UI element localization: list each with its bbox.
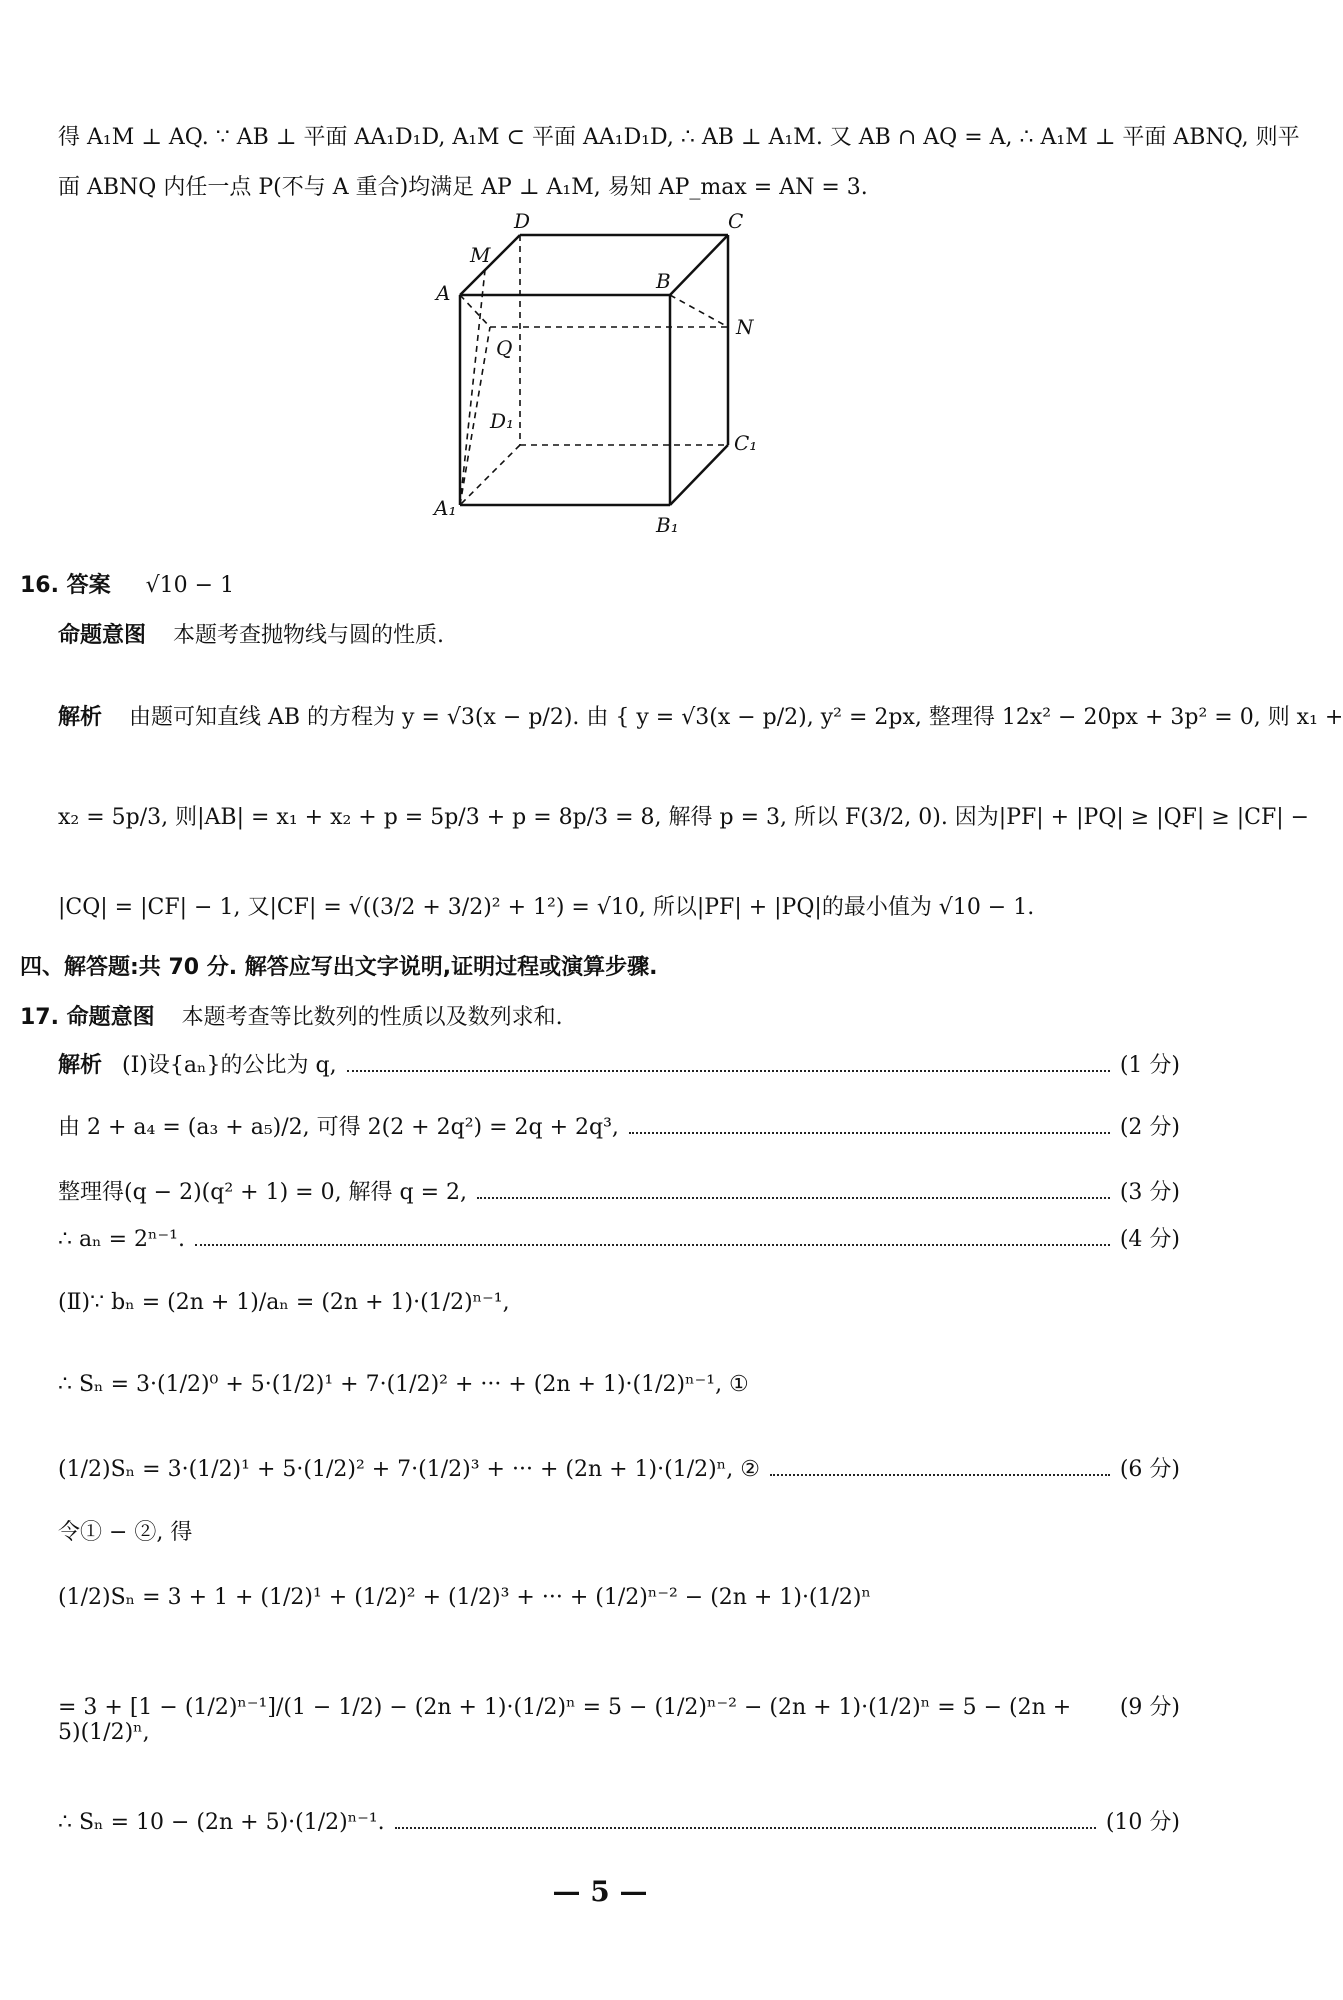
label-a1: A₁ bbox=[434, 496, 457, 520]
label-d: D bbox=[514, 209, 531, 233]
label-a: A bbox=[436, 281, 451, 305]
leader-dots bbox=[770, 1474, 1110, 1476]
q17-step-1-score: (1 分) bbox=[1119, 1053, 1180, 1078]
q17-step-4 bbox=[58, 1222, 1180, 1253]
q16-answer: √10 − 1 bbox=[145, 573, 235, 598]
q17-step-2 bbox=[58, 1110, 1180, 1141]
q16-intent-text: 本题考查抛物线与圆的性质. bbox=[173, 623, 445, 648]
q17-step-11-score: (10 分) bbox=[1105, 1810, 1180, 1835]
q16-analysis-line-1 bbox=[58, 700, 1343, 731]
leader-dots bbox=[195, 1244, 1110, 1246]
label-b: B bbox=[656, 269, 671, 293]
label-m: M bbox=[470, 243, 491, 267]
q17-step-7 bbox=[58, 1452, 1180, 1483]
leader-dots bbox=[477, 1197, 1110, 1199]
label-c1: C₁ bbox=[734, 431, 758, 455]
label-q: Q bbox=[496, 336, 513, 360]
q17-step-4-text: ∴ aₙ = 2ⁿ⁻¹. bbox=[58, 1227, 185, 1252]
q15-text-line-2: 面 ABNQ 内任一点 P(不与 A 重合)均满足 AP ⊥ A₁M, 易知 AP_max = AN = 3. bbox=[58, 175, 868, 200]
q17-step-11 bbox=[58, 1805, 1180, 1836]
q17-step-1 bbox=[58, 1048, 1180, 1079]
q17-intent-line bbox=[20, 1000, 563, 1031]
q17-intent-text: 本题考查等比数列的性质以及数列求和. bbox=[181, 1005, 563, 1030]
q17-step-10 bbox=[58, 1690, 1180, 1745]
q16-analysis-text-1: 由题可知直线 AB 的方程为 y = √3(x − p/2). 由 { y = √3(x − p/2), y² = 2px, 整理得 12x² − 20px + 3p² = 0, 则 x₁ + bbox=[129, 705, 1343, 730]
q16-heading: 16. 答案 bbox=[20, 573, 111, 598]
q17-step-3-text: 整理得(q − 2)(q² + 1) = 0, 解得 q = 2, bbox=[58, 1180, 468, 1205]
q17-step-6: ∴ Sₙ = 3·(1/2)⁰ + 5·(1/2)¹ + 7·(1/2)² + ··· + (2n + 1)·(1/2)ⁿ⁻¹, ① bbox=[58, 1372, 749, 1397]
q17-step-9: (1/2)Sₙ = 3 + 1 + (1/2)¹ + (1/2)² + (1/2)³ + ··· + (1/2)ⁿ⁻² − (2n + 1)·(1/2)ⁿ bbox=[58, 1585, 872, 1610]
q17-analysis-label: 解析 bbox=[58, 1053, 103, 1078]
leader-dots bbox=[395, 1827, 1096, 1829]
leader-dots bbox=[347, 1070, 1110, 1072]
q17-step-7-text: (1/2)Sₙ = 3·(1/2)¹ + 5·(1/2)² + 7·(1/2)³ + ··· + (2n + 1)·(1/2)ⁿ, ② bbox=[58, 1457, 760, 1482]
leader-dots bbox=[629, 1132, 1110, 1134]
q16-analysis-line-3: |CQ| = |CF| − 1, 又|CF| = √((3/2 + 3/2)² + 1²) = √10, 所以|PF| + |PQ|的最小值为 √10 − 1. bbox=[58, 895, 1035, 920]
q16-analysis-label: 解析 bbox=[58, 705, 103, 730]
q16-answer-line bbox=[20, 568, 234, 599]
q15-text-line-1: 得 A₁M ⊥ AQ. ∵ AB ⊥ 平面 AA₁D₁D, A₁M ⊂ 平面 AA₁D₁D, ∴ AB ⊥ A₁M. 又 AB ∩ AQ = A, ∴ A₁M ⊥ 平面 ABNQ, 则平 bbox=[58, 125, 1300, 150]
q17-step-1-text: (Ⅰ)设{aₙ}的公比为 q, bbox=[122, 1053, 337, 1078]
q17-step-10-score: (9 分) bbox=[1119, 1695, 1180, 1720]
label-n: N bbox=[736, 315, 754, 339]
label-d1: D₁ bbox=[490, 409, 515, 433]
q17-step-3-score: (3 分) bbox=[1119, 1180, 1180, 1205]
q17-step-10-text: = 3 + [1 − (1/2)ⁿ⁻¹]/(1 − 1/2) − (2n + 1)·(1/2)ⁿ = 5 − (1/2)ⁿ⁻² − (2n + 1)·(1/2)ⁿ = 5 − (2n + 5)(1/2)ⁿ, bbox=[58, 1695, 1072, 1745]
q16-analysis-line-2: x₂ = 5p/3, 则|AB| = x₁ + x₂ + p = 5p/3 + p = 8p/3 = 8, 解得 p = 3, 所以 F(3/2, 0). 因为|PF| + |PQ| ≥ |QF| ≥ |CF| − bbox=[58, 805, 1310, 830]
q17-step-3 bbox=[58, 1175, 1180, 1206]
label-c: C bbox=[728, 209, 744, 233]
cube-figure bbox=[430, 210, 770, 550]
section-4-heading: 四、解答题:共 70 分. 解答应写出文字说明,证明过程或演算步骤. bbox=[20, 955, 658, 980]
q17-heading: 17. 命题意图 bbox=[20, 1005, 155, 1030]
page-number: — 5 — bbox=[552, 1875, 648, 1908]
q17-step-4-score: (4 分) bbox=[1119, 1227, 1180, 1252]
q17-step-5: (Ⅱ)∵ bₙ = (2n + 1)/aₙ = (2n + 1)·(1/2)ⁿ⁻¹, bbox=[58, 1290, 510, 1315]
q17-step-2-text: 由 2 + a₄ = (a₃ + a₅)/2, 可得 2(2 + 2q²) = 2q + 2q³, bbox=[58, 1115, 619, 1140]
q17-step-2-score: (2 分) bbox=[1119, 1115, 1180, 1140]
q17-step-8: 令① − ②, 得 bbox=[58, 1520, 193, 1545]
q17-step-7-score: (6 分) bbox=[1119, 1457, 1180, 1482]
label-b1: B₁ bbox=[656, 513, 679, 537]
q17-step-11-text: ∴ Sₙ = 10 − (2n + 5)·(1/2)ⁿ⁻¹. bbox=[58, 1810, 385, 1835]
q16-intent-label: 命题意图 bbox=[58, 623, 147, 648]
q16-intent-line bbox=[58, 618, 444, 649]
